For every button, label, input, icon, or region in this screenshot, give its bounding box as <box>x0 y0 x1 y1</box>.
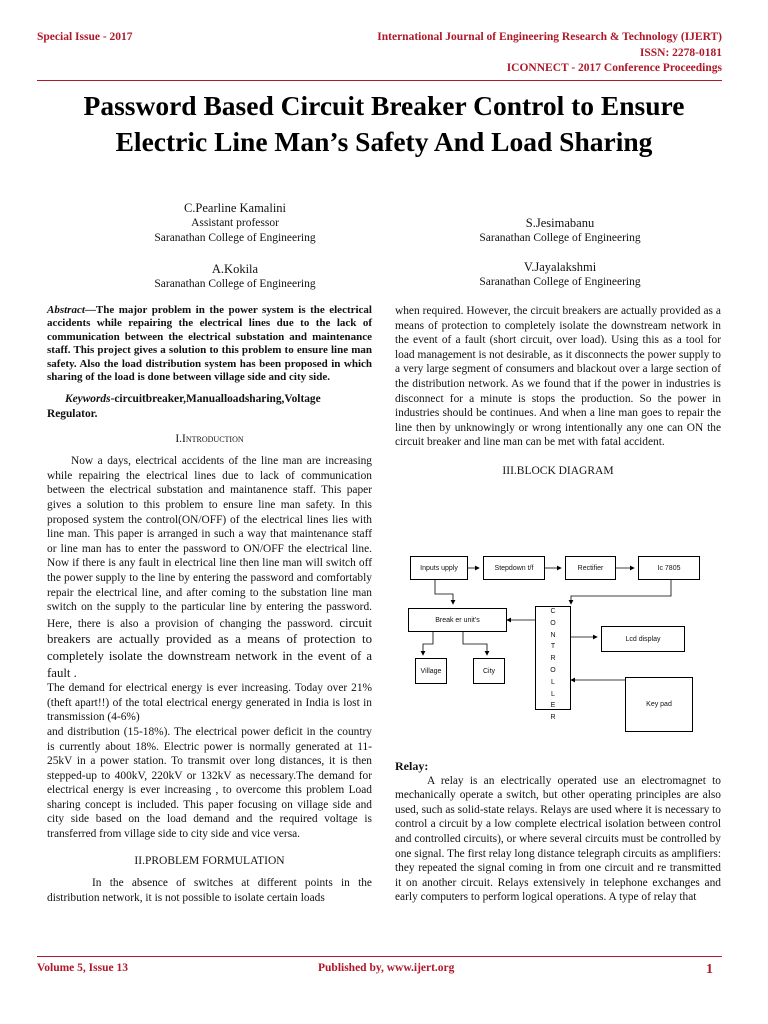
author-2 <box>435 216 685 246</box>
footer-volume: Volume 5, Issue 13 <box>37 962 128 974</box>
author-affiliation: Saranathan College of Engineering <box>154 232 316 244</box>
keypad-block: Key pad <box>625 677 693 732</box>
paper-title: Password Based Circuit Breaker Control to Ensure Electric Line Man’s Safety And Load Sharing <box>83 90 685 157</box>
rectifier-block: Rectifier <box>565 556 616 580</box>
keywords-text: -circuitbreaker,Manualloadsharing,Voltage Regulator. <box>47 393 321 421</box>
city-block: City <box>473 658 505 684</box>
intro-paragraph-3: and distribution (15-18%). The electrical power deficit in the country is currently about 18%. Electric power is normally generated at 11-25kV in a power station. To transmit over long distances, it is then stepped-up to 400kV, 220kV or 132kV as necessary.The demand for electrical energy is ever increasing , to overcome this problem Load sharing concept is included. This paper focusing on village side and city side based on the load demand and the required voltage is transferred from village side to city side and vice versa. <box>47 725 372 841</box>
relay-paragraph: A relay is an electrically operated use an electromagnet to mechanically operate a switch, but other operating principles are also used, such as solid-state relays. Relays are used where it is necessary to control a circuit by a low complete electrical isolation between control and controlled circuits), or where several circuits must be controlled by one signal. The first relay long distance telegraph circuits as amplifiers: they repeated the signal coming in from one circuit and re transmitted it on another circuit. Relays extensively in telephone exchanges and early computers to perform logical operations. A type of relay that <box>395 774 721 904</box>
header-journal-block <box>377 30 722 77</box>
author-1 <box>110 201 360 246</box>
keywords-label: Keywords <box>65 393 111 406</box>
header-proceedings: ICONNECT - 2017 Conference Proceedings <box>506 62 722 74</box>
problem-paragraph: In the absence of switches at different points in the distribution network, it is not possible to isolate certain loads <box>47 877 372 904</box>
footer-rule <box>37 956 722 957</box>
breaker-units-block: Break er unit’s <box>408 608 507 632</box>
author-name: S.Jesimabanu <box>525 216 595 230</box>
intro-paragraph-1-large: circuit breakers are actually provided as a means of protection to completely isolate the downstream network in the event of a fault . <box>47 615 372 680</box>
village-block: Village <box>415 658 447 684</box>
author-4 <box>435 260 685 290</box>
author-name: A.Kokila <box>211 262 259 276</box>
relay-section <box>395 759 721 905</box>
author-name: V.Jayalakshmi <box>523 260 597 274</box>
author-name: C.Pearline Kamalini <box>183 201 287 215</box>
author-role: Assistant professor <box>191 217 279 229</box>
left-column <box>47 304 372 905</box>
intro-paragraph-2: The demand for electrical energy is ever increasing. Today over 21% (theft apart!!) of the total electrical energy generated in India is lost in transmission (4-6%) <box>47 682 372 724</box>
right-column-top <box>395 304 721 487</box>
relay-heading: Relay: <box>395 759 429 773</box>
regulator-block: Ic 7805 <box>638 556 700 580</box>
intro-paragraph-1: Now a days, electrical accidents of the line man are increasing while repairing the electrical lines due to lack of communication between the electrical substation and maintanence staff. This paper gives a solution to this problem to ensure line man safety. In this proposed system the control(ON/OFF) of the electrical lines lies with line man. This paper is arranged in such a way that maintenance staff or line man has to enter the password to ON/OFF the electrical line. Now if there is any fault in electrical line then line man will switch off the power supply to the line by entering the password and comfortably repair the electrical line, and after coming to the substation line man switch on the supply to the particular line by entering the password. Here, there is also a provision of changing the password. circuit breakers are actually provided as a means of protection to completely isolate the downstream network in the event of a fault . <box>47 455 372 680</box>
abstract-text: —The major problem in the power system is the electrical accidents while repairing the electrical lines due to the lack of communication between the electrical substation and maintenance staff. This project gives a solution to this problem to ensure line man safety. Also the load distribution system has been proposed in which sharing of the load is done between village side and city side. <box>47 304 372 384</box>
abstract-label: Abstract <box>47 304 85 316</box>
block-diagram-heading: III.BLOCK DIAGRAM <box>502 464 614 477</box>
stepdown-transformer-block: Stepdown t/f <box>483 556 545 580</box>
block-diagram <box>395 540 725 750</box>
footer-publisher: Published by, www.ijert.org <box>318 962 455 974</box>
author-affiliation: Saranathan College of Engineering <box>479 232 641 244</box>
author-affiliation: Saranathan College of Engineering <box>154 278 316 290</box>
header-special-issue: Special Issue - 2017 <box>37 31 133 43</box>
controller-label: C O N T R O L L E R <box>550 608 556 722</box>
input-supply-block: Inputs upply <box>410 556 468 580</box>
footer-page-number: 1 <box>706 962 713 977</box>
abstract <box>47 304 372 384</box>
header-issn: ISSN: 2278-0181 <box>639 46 722 59</box>
right-paragraph-1: when required. However, the circuit breakers are actually provided as a means of protection to completely isolate the downstream network in the event of a fault (short circuit, over load). Using this as a tool for load management is not desirable, as it disconnects the power supply to a very large segment of consumers and blackout over a large section of the distribution network. As we found that if the power in industries is disconnect for a minute is stops the production. So the power in industries should be continues. And when a line man goes to repair the line then by unknowingly or wrong intentionally any one can ON the circuit breaker and line man can be met with fatal accident. <box>395 305 721 449</box>
header-rule <box>37 80 722 81</box>
author-affiliation: Saranathan College of Engineering <box>479 276 641 288</box>
keywords <box>47 392 372 421</box>
header-journal-name: International Journal of Engineering Research & Technology (IJERT) <box>377 31 722 43</box>
intro-heading: I.Introduction <box>175 432 244 445</box>
author-3 <box>110 262 360 292</box>
lcd-display-block: Lcd display <box>601 626 685 652</box>
problem-heading: II.PROBLEM FORMULATION <box>134 854 285 867</box>
